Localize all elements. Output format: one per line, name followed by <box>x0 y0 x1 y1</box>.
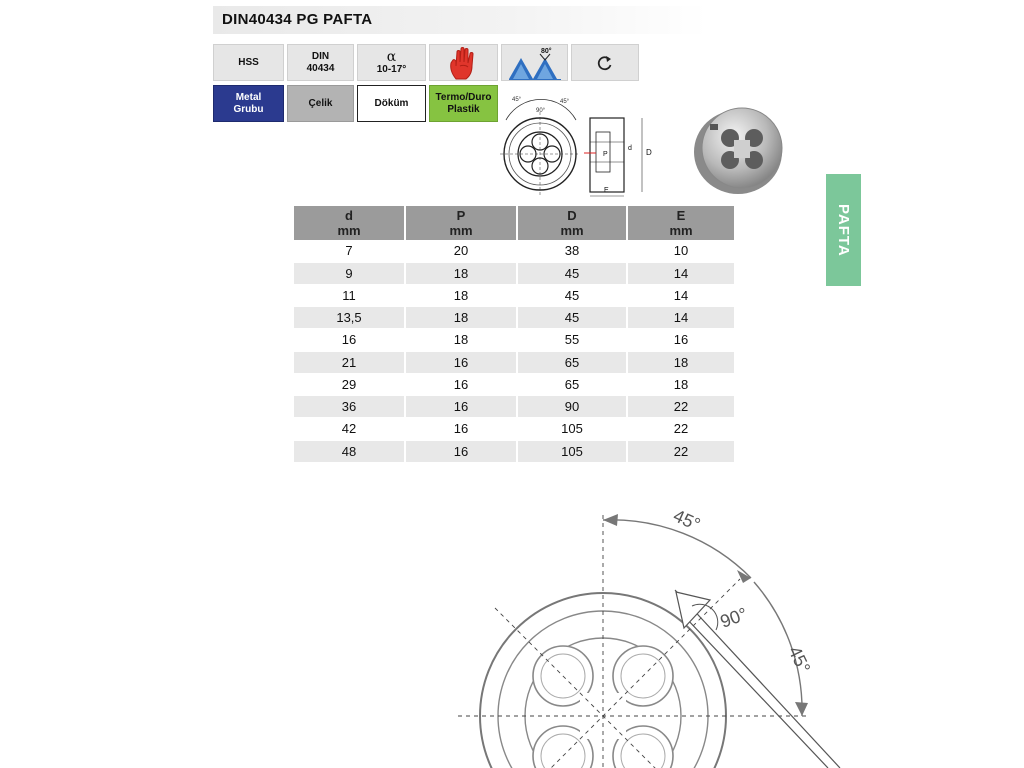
cell-D: 45 <box>518 263 626 284</box>
small-angle-left: 45° <box>512 97 522 103</box>
cell-E: 22 <box>628 441 734 462</box>
table-row <box>294 263 734 284</box>
termo-line1: Termo/Duro <box>435 91 492 103</box>
cell-d: 16 <box>341 332 357 347</box>
cell-E: 14 <box>628 263 734 284</box>
cell-D: 65 <box>564 377 580 392</box>
table-row <box>294 307 734 328</box>
category-side-tab[interactable] <box>826 174 861 286</box>
col-header-E-unit: mm <box>669 223 693 238</box>
cell-E: 22 <box>628 396 734 417</box>
cell-d: 11 <box>342 288 356 303</box>
page-title: DIN40434 PG PAFTA <box>222 11 373 28</box>
cell-E: 10 <box>673 243 689 258</box>
small-label-p: P <box>603 151 608 158</box>
cell-E: 22 <box>673 421 689 436</box>
small-label-E: E <box>604 187 609 194</box>
col-header-D-unit: mm <box>560 223 584 238</box>
thread-profile-icon <box>507 46 563 80</box>
table-row <box>294 240 734 261</box>
cell-D: 105 <box>518 441 626 462</box>
alpha-range: 10-17° <box>376 63 407 75</box>
table-row <box>294 441 734 462</box>
cell-E: 14 <box>628 307 734 328</box>
table-row <box>294 374 734 395</box>
cell-p: 16 <box>406 352 516 373</box>
rake-angle-badge <box>357 44 426 81</box>
col-header-D-sym: D <box>567 208 577 223</box>
cell-d: 36 <box>294 396 404 417</box>
large-angle-top: 45° <box>670 505 704 535</box>
cell-D: 65 <box>518 352 626 373</box>
cell-d: 48 <box>294 441 404 462</box>
table-row <box>294 285 734 306</box>
col-header-p-sym: P <box>456 208 466 223</box>
cell-D: 38 <box>564 243 580 258</box>
cell-p: 18 <box>406 263 516 284</box>
large-angle-mid: 90° <box>717 603 750 632</box>
small-angle-mid: 90° <box>536 108 546 114</box>
rotation-badge <box>571 44 639 81</box>
cell-p: 20 <box>453 243 469 258</box>
dokum-label: Döküm <box>374 97 409 109</box>
cell-p: 18 <box>406 307 516 328</box>
cell-d: 29 <box>341 377 357 392</box>
hand-badge <box>429 44 498 81</box>
standard-line1: DIN <box>311 50 330 62</box>
celik-badge <box>287 85 354 122</box>
table-row <box>294 352 734 373</box>
cell-d: 13,5 <box>294 307 404 328</box>
col-header-d <box>294 206 404 240</box>
alpha-symbol: α <box>386 48 397 65</box>
small-label-d: d <box>628 145 632 152</box>
cell-p: 18 <box>453 332 469 347</box>
cell-E: 18 <box>673 377 689 392</box>
col-header-p <box>406 206 516 240</box>
cell-D: 105 <box>561 421 583 436</box>
cell-D: 90 <box>518 396 626 417</box>
table-row <box>294 418 734 439</box>
cell-p: 16 <box>406 441 516 462</box>
cell-d: 7 <box>345 243 353 258</box>
cell-E: 18 <box>628 352 734 373</box>
col-header-D <box>518 206 626 240</box>
material-label: HSS <box>238 56 259 68</box>
termo-plastik-badge <box>429 85 498 122</box>
cell-D: 45 <box>518 307 626 328</box>
small-angle-right: 45° <box>560 99 570 105</box>
cell-p: 18 <box>453 288 469 303</box>
termo-line2: Plastik <box>447 103 480 115</box>
cell-p: 16 <box>453 377 469 392</box>
cell-D: 55 <box>564 332 580 347</box>
cell-p: 16 <box>406 396 516 417</box>
col-header-d-unit: mm <box>337 223 361 238</box>
metal-grubu-line1: Metal <box>235 91 262 103</box>
cell-d: 21 <box>294 352 404 373</box>
small-label-D: D <box>646 148 652 157</box>
rotate-clockwise-icon <box>595 53 615 73</box>
die-photo <box>690 100 790 200</box>
small-die-drawing <box>500 92 665 202</box>
col-header-p-unit: mm <box>449 223 473 238</box>
cell-E: 16 <box>673 332 689 347</box>
hand-icon <box>446 46 482 80</box>
thread-angle-label: 80° <box>540 47 552 55</box>
side-tab-label: PAFTA <box>835 203 852 257</box>
cell-d: 9 <box>294 263 404 284</box>
cell-p: 16 <box>453 421 469 436</box>
col-header-E-sym: E <box>676 208 686 223</box>
col-header-E <box>628 206 734 240</box>
standard-line2: 40434 <box>306 62 335 74</box>
metal-grubu-line2: Grubu <box>233 103 264 115</box>
table-row <box>294 329 734 350</box>
celik-label: Çelik <box>308 97 333 109</box>
table-row <box>294 396 734 417</box>
metal-grubu-badge <box>213 85 284 122</box>
col-header-d-sym: d <box>345 208 353 223</box>
cell-D: 45 <box>564 288 580 303</box>
large-angle-right: 45° <box>784 642 815 677</box>
large-die-drawing <box>440 490 860 768</box>
cell-E: 14 <box>673 288 689 303</box>
thread-angle-badge <box>501 44 568 81</box>
standard-badge <box>287 44 354 81</box>
cell-d: 42 <box>341 421 357 436</box>
material-badge <box>213 44 284 81</box>
dokum-badge <box>357 85 426 122</box>
